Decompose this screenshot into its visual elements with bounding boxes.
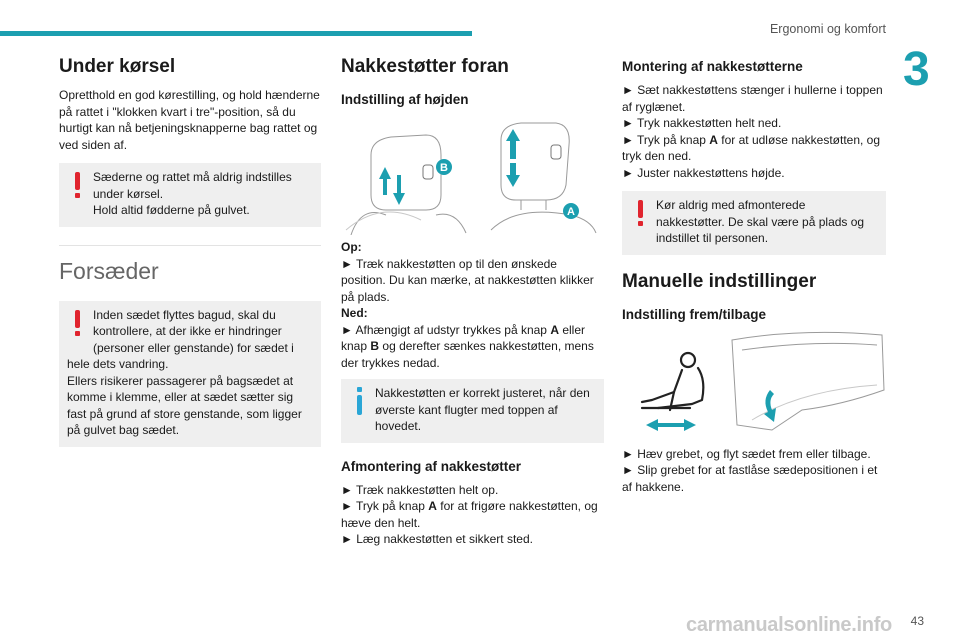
removal-step-1: ► Træk nakkestøtten helt op.: [341, 482, 499, 497]
adjust-step-2: ► Slip grebet for at fastlåse sædepositionen i et af hakkene.: [622, 463, 878, 494]
column-1: [59, 56, 321, 447]
mounting-step-4: ► Juster nakkestøttens højde.: [622, 165, 785, 180]
headrest-right-icon: [491, 123, 596, 233]
adjust-step-1: ► Hæv grebet, og flyt sædet frem eller tilbage.: [622, 446, 871, 461]
header-title: Ergonomi og komfort: [769, 22, 886, 36]
chapter-number: 3: [903, 43, 930, 96]
warning-box-driving: [59, 163, 321, 227]
section-title-forsaeder: Forsæder: [59, 257, 159, 284]
subsection-title-forward-back: Indstilling frem/tilbage: [622, 306, 767, 322]
section-divider: [59, 245, 321, 246]
removal-steps: [341, 482, 604, 548]
removal-step-2-a: A: [428, 499, 437, 513]
instructions-up-down: [341, 239, 604, 371]
warning-text: Hold altid fødderne på gulvet.: [93, 203, 250, 217]
seat-person-icon: [642, 353, 703, 410]
mounting-steps: [622, 82, 886, 181]
mounting-step-2: ► Tryk nakkestøtten helt ned.: [622, 116, 782, 130]
ned-label: Ned:: [341, 306, 368, 320]
info-box-headrest: [341, 379, 604, 443]
intro-paragraph: Opretthold en god kørestilling, og hold hænderne på rattet i "klokken kvart i tre"-position, så du hurtigt kan nå betjeningsknapperne bag rattet og ved siden af.: [59, 88, 320, 152]
mounting-step-3: ► Tryk på knap: [622, 132, 706, 147]
ned-text: og derefter sænkes nakkestøtten, mens der trykkes nedad.: [341, 339, 594, 370]
warning-text: Sæderne og rattet må aldrig indstilles under kørsel.: [93, 170, 292, 201]
subsection-title-mounting: Montering af nakkestøtterne: [622, 59, 803, 74]
label-a: A: [567, 206, 575, 218]
warning-text: Ellers risikerer passagerer på bagsædet at komme i klemme, eller at sædet sætter sig fast på grund af store genstande, som ligger på gulvet bag sædet.: [67, 373, 302, 437]
ned-text-a: A: [550, 322, 559, 337]
op-text: ► Træk nakkestøtten op til den ønskede position. Du kan mærke, at nakkestøtten klikker på plads.: [341, 256, 594, 304]
section-title-under-korsel: Under kørsel: [59, 56, 176, 77]
section-title-nakkestotter: Nakkestøtter foran: [341, 56, 509, 77]
warning-icon: [630, 197, 652, 231]
page-number: 43: [910, 614, 924, 628]
seat-adjust-illustration: [622, 330, 886, 440]
warning-icon: [67, 307, 89, 341]
info-icon: [349, 385, 371, 419]
warning-text: Inden sædet flyttes bagud, skal du kontrollere, at der ikke er hindringer (personer eller genstande) for sædet i hele dets vandring.: [67, 307, 294, 371]
subsection-title-removal: Afmontering af nakkestøtter: [341, 458, 522, 474]
seat-rail-icon: [732, 332, 884, 430]
label-b: B: [440, 162, 448, 174]
section-title-manual: Manuelle indstillinger: [622, 270, 817, 292]
adjust-steps: [622, 446, 886, 496]
column-3: [622, 56, 886, 495]
mounting-step-1: ► Sæt nakkestøttens stænger i hullerne i toppen af ryglænet.: [622, 83, 883, 114]
mounting-step-3: for at udløse nakkestøtten, og tryk den ned.: [622, 132, 881, 163]
headrest-left-icon: [346, 135, 466, 235]
ned-text: eller knap: [341, 322, 586, 353]
ned-text-b: B: [370, 339, 380, 353]
info-text: Nakkestøtten er korrekt justeret, når den øverste kant flugter med toppen af hovedet.: [375, 386, 590, 433]
removal-step-3: ► Læg nakkestøtten et sikkert sted.: [341, 532, 533, 546]
warning-box-headrest: [622, 191, 886, 255]
warning-box-seats: [59, 301, 321, 447]
column-2: [341, 56, 604, 548]
ned-text: ► Afhængigt af udstyr trykkes på knap: [341, 322, 547, 337]
warning-text: Kør aldrig med afmonterede nakkestøtter. De skal være på plads og indstillet til personen.: [656, 198, 865, 245]
headrest-illustration: [341, 115, 604, 235]
warning-icon: [67, 169, 89, 203]
mounting-step-3-a: A: [709, 132, 718, 147]
removal-step-2: ► Tryk på knap: [341, 499, 425, 513]
watermark: carmanualsonline.info: [686, 614, 892, 636]
header-accent-bar: [0, 31, 472, 36]
fore-aft-arrow-icon: [646, 419, 696, 431]
lever-arrow-icon: [764, 390, 776, 422]
removal-step-2: for at frigøre nakkestøtten, og hæve den helt.: [341, 499, 598, 530]
subsection-title-height: Indstilling af højden: [341, 92, 469, 107]
op-label: Op:: [341, 240, 362, 254]
